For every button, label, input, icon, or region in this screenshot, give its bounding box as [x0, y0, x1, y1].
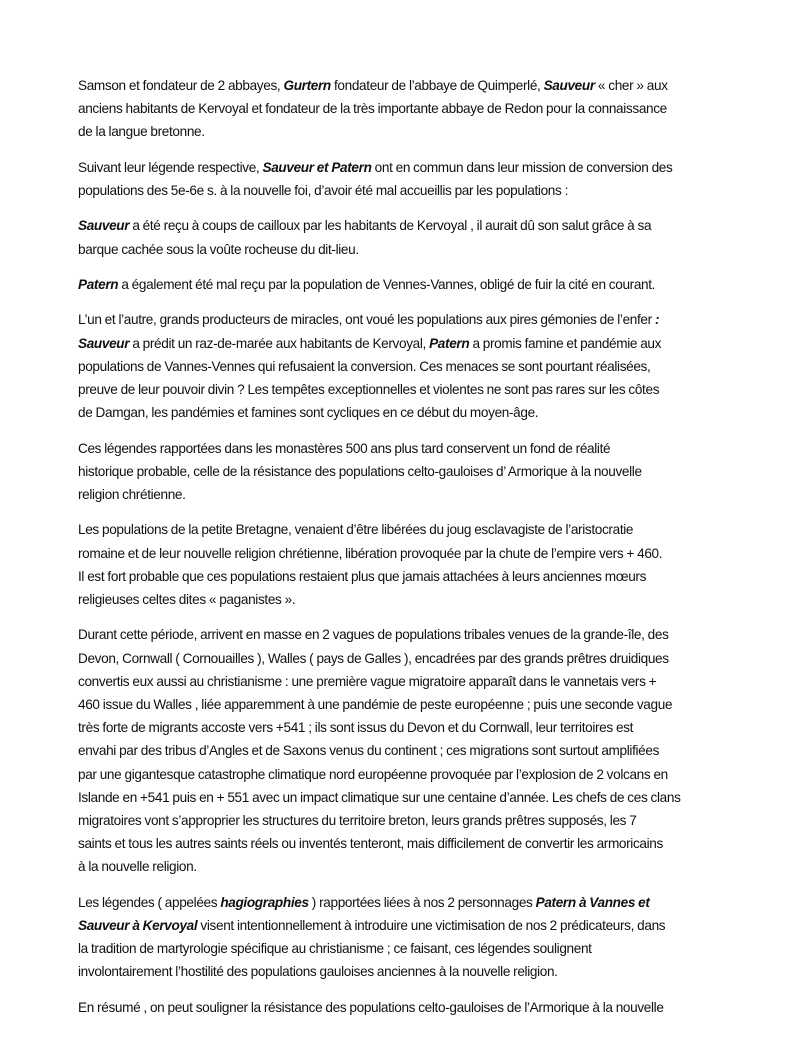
text-run: populations des 5e-6e s. à la nouvelle foi, d’avoir été mal accueillis par les populations : [78, 183, 568, 198]
text-line [78, 179, 738, 202]
paragraph [78, 74, 738, 144]
text-line [78, 832, 738, 855]
paragraph [78, 891, 738, 984]
text-line [78, 238, 738, 261]
emphasized-text: Sauveur et Patern [262, 159, 372, 175]
text-line [78, 623, 738, 646]
text-run: de Damgan, les pandémies et famines sont cycliques en ce début du moyen-âge. [78, 405, 539, 421]
paragraph [78, 273, 738, 296]
text-run: L’un et l’autre, grands producteurs de miracles, ont voué les populations aux pires gémonies de l’enfer [78, 312, 655, 328]
text-line [78, 120, 738, 143]
emphasized-text: hagiographies [220, 894, 309, 910]
document-page [78, 74, 738, 1031]
text-run: populations de Vannes-Vennes qui refusaient la conversion. Ces menaces se sont pourtant réalisées, [78, 358, 651, 374]
paragraph [78, 214, 738, 260]
text-line [78, 809, 738, 832]
text-run: visent intentionnellement à introduire une victimisation de nos 2 prédicateurs, dans [197, 918, 666, 933]
text-run: barque cachée sous la voûte rocheuse du dit-lieu. [78, 241, 359, 257]
emphasized-text: Patern [429, 335, 470, 351]
emphasized-text: : [654, 312, 660, 328]
paragraph [78, 308, 738, 424]
text-run: envahi par des tribus d’Angles et de Saxons venus du continent ; ces migrations sont surtout amplifiées [78, 743, 660, 759]
text-line [78, 960, 738, 983]
text-line [78, 437, 738, 460]
paragraph [78, 623, 738, 878]
text-line [78, 214, 738, 237]
text-run: Islande en +541 puis en + 551 avec un impact climatique sur une centaine d’année. Les chefs de ces clans [78, 789, 681, 805]
text-run: En résumé , on peut souligner la résistance des populations celto-gauloises de l’Armorique à la nouvelle [78, 999, 664, 1015]
text-run: Devon, Cornwall ( Cornouailles ), Walles ( pays de Galles ), encadrées par des grands prêtres druidiques [78, 650, 669, 666]
text-run: Il est fort probable que ces populations restaient plus que jamais attachées à leurs anciennes mœurs [78, 568, 647, 584]
text-run: « cher » aux [594, 78, 668, 93]
text-line [78, 670, 738, 693]
text-line [78, 97, 738, 120]
text-line [78, 693, 738, 716]
text-run: preuve de leur pouvoir divin ? Les tempêtes exceptionnelles et violentes ne sont pas rares sur les côtes [78, 381, 660, 397]
paragraph [78, 996, 738, 1019]
text-run: Suivant leur légende respective, [78, 159, 263, 175]
emphasized-text: Sauveur [78, 335, 130, 351]
text-run: a promis famine et pandémie aux [469, 335, 662, 351]
emphasized-text: Sauveur [78, 218, 130, 234]
text-run: 460 issue du Walles , liée apparemment à une pandémie de peste européenne ; puis une seconde vague [78, 696, 673, 712]
text-line [78, 716, 738, 739]
text-run: Les populations de la petite Bretagne, venaient d’être libérées du joug esclavagiste de l’aristocratie [78, 522, 634, 538]
text-run: très forte de migrants accoste vers +541 ; ils sont issus du Devon et du Cornwall, leur territoires est [78, 720, 634, 736]
text-line [78, 855, 738, 878]
text-run: convertis eux aussi au christianisme : une première vague migratoire apparaît dans le vannetais vers + [78, 673, 657, 689]
paragraph [78, 156, 738, 202]
text-line [78, 308, 738, 331]
emphasized-text: Sauveur [543, 78, 595, 93]
paragraph [78, 437, 738, 507]
text-line [78, 996, 738, 1019]
text-run: a été reçu à coups de cailloux par les habitants de Kervoyal , il aurait dû son salut grâce à sa [129, 218, 652, 234]
text-run: a également été mal reçu par la population de Vennes-Vannes, obligé de fuir la cité en courant. [118, 276, 656, 292]
text-line [78, 542, 738, 565]
text-line [78, 74, 738, 97]
emphasized-text: Gurtern [283, 78, 331, 93]
text-line [78, 891, 738, 914]
text-line [78, 401, 738, 424]
text-line [78, 647, 738, 670]
text-run: Les légendes ( appelées [78, 894, 221, 910]
text-run: Durant cette période, arrivent en masse en 2 vagues de populations tribales venues de la grande-île, des [78, 627, 669, 643]
text-run: à la nouvelle religion. [78, 859, 197, 875]
text-run: fondateur de l’abbaye de Quimperlé, [330, 78, 544, 93]
text-line [78, 332, 738, 355]
text-run: romaine et de leur nouvelle religion chrétienne, libération provoquée par la chute de l’empire vers + 460. [78, 545, 663, 561]
text-line [78, 763, 738, 786]
text-line [78, 355, 738, 378]
text-run: saints et tous les autres saints réels ou inventés tenteront, mais difficilement de convertir les armoricains [78, 836, 663, 852]
text-line [78, 914, 738, 937]
emphasized-text: Patern [78, 276, 119, 292]
text-line [78, 565, 738, 588]
text-line [78, 156, 738, 179]
emphasized-text: Sauveur à Kervoyal [78, 918, 198, 933]
emphasized-text: Patern à Vannes et [535, 894, 650, 910]
text-line [78, 518, 738, 541]
text-line [78, 937, 738, 960]
text-run: Ces légendes rapportées dans les monastères 500 ans plus tard conservent un fond de réalité [78, 440, 611, 456]
text-line [78, 739, 738, 762]
text-run: ) rapportées liées à nos 2 personnages [308, 894, 536, 910]
text-line [78, 378, 738, 401]
text-line [78, 588, 738, 611]
text-run: de la langue bretonne. [78, 124, 205, 140]
text-run: la tradition de martyrologie spécifique au christianisme ; ce faisant, ces légendes soulignent [78, 941, 592, 957]
text-run: religieuses celtes dites « paganistes ». [78, 591, 296, 607]
paragraph [78, 518, 738, 611]
text-run: Samson et fondateur de 2 abbayes, [78, 78, 284, 93]
text-line [78, 483, 738, 506]
text-run: par une gigantesque catastrophe climatique nord européenne provoquée par l’explosion de 2 volcans en [78, 766, 668, 782]
text-line [78, 460, 738, 483]
text-run: ont en commun dans leur mission de conversion des [371, 159, 673, 175]
text-line [78, 786, 738, 809]
text-run: involontairement l’hostilité des populations gauloises anciennes à la nouvelle religion. [78, 964, 558, 980]
text-line [78, 273, 738, 296]
text-run: anciens habitants de Kervoyal et fondateur de la très importante abbaye de Redon pour la connaissance [78, 101, 667, 117]
text-run: migratoires vont s’approprier les structures du territoire breton, leurs grands prêtres supposés, les 7 [78, 813, 637, 828]
text-run: historique probable, celle de la résistance des populations celto-gauloises d’ Armorique à la nouvelle [78, 463, 642, 479]
text-run: a prédit un raz-de-marée aux habitants de Kervoyal, [129, 335, 430, 351]
text-run: religion chrétienne. [78, 486, 186, 502]
